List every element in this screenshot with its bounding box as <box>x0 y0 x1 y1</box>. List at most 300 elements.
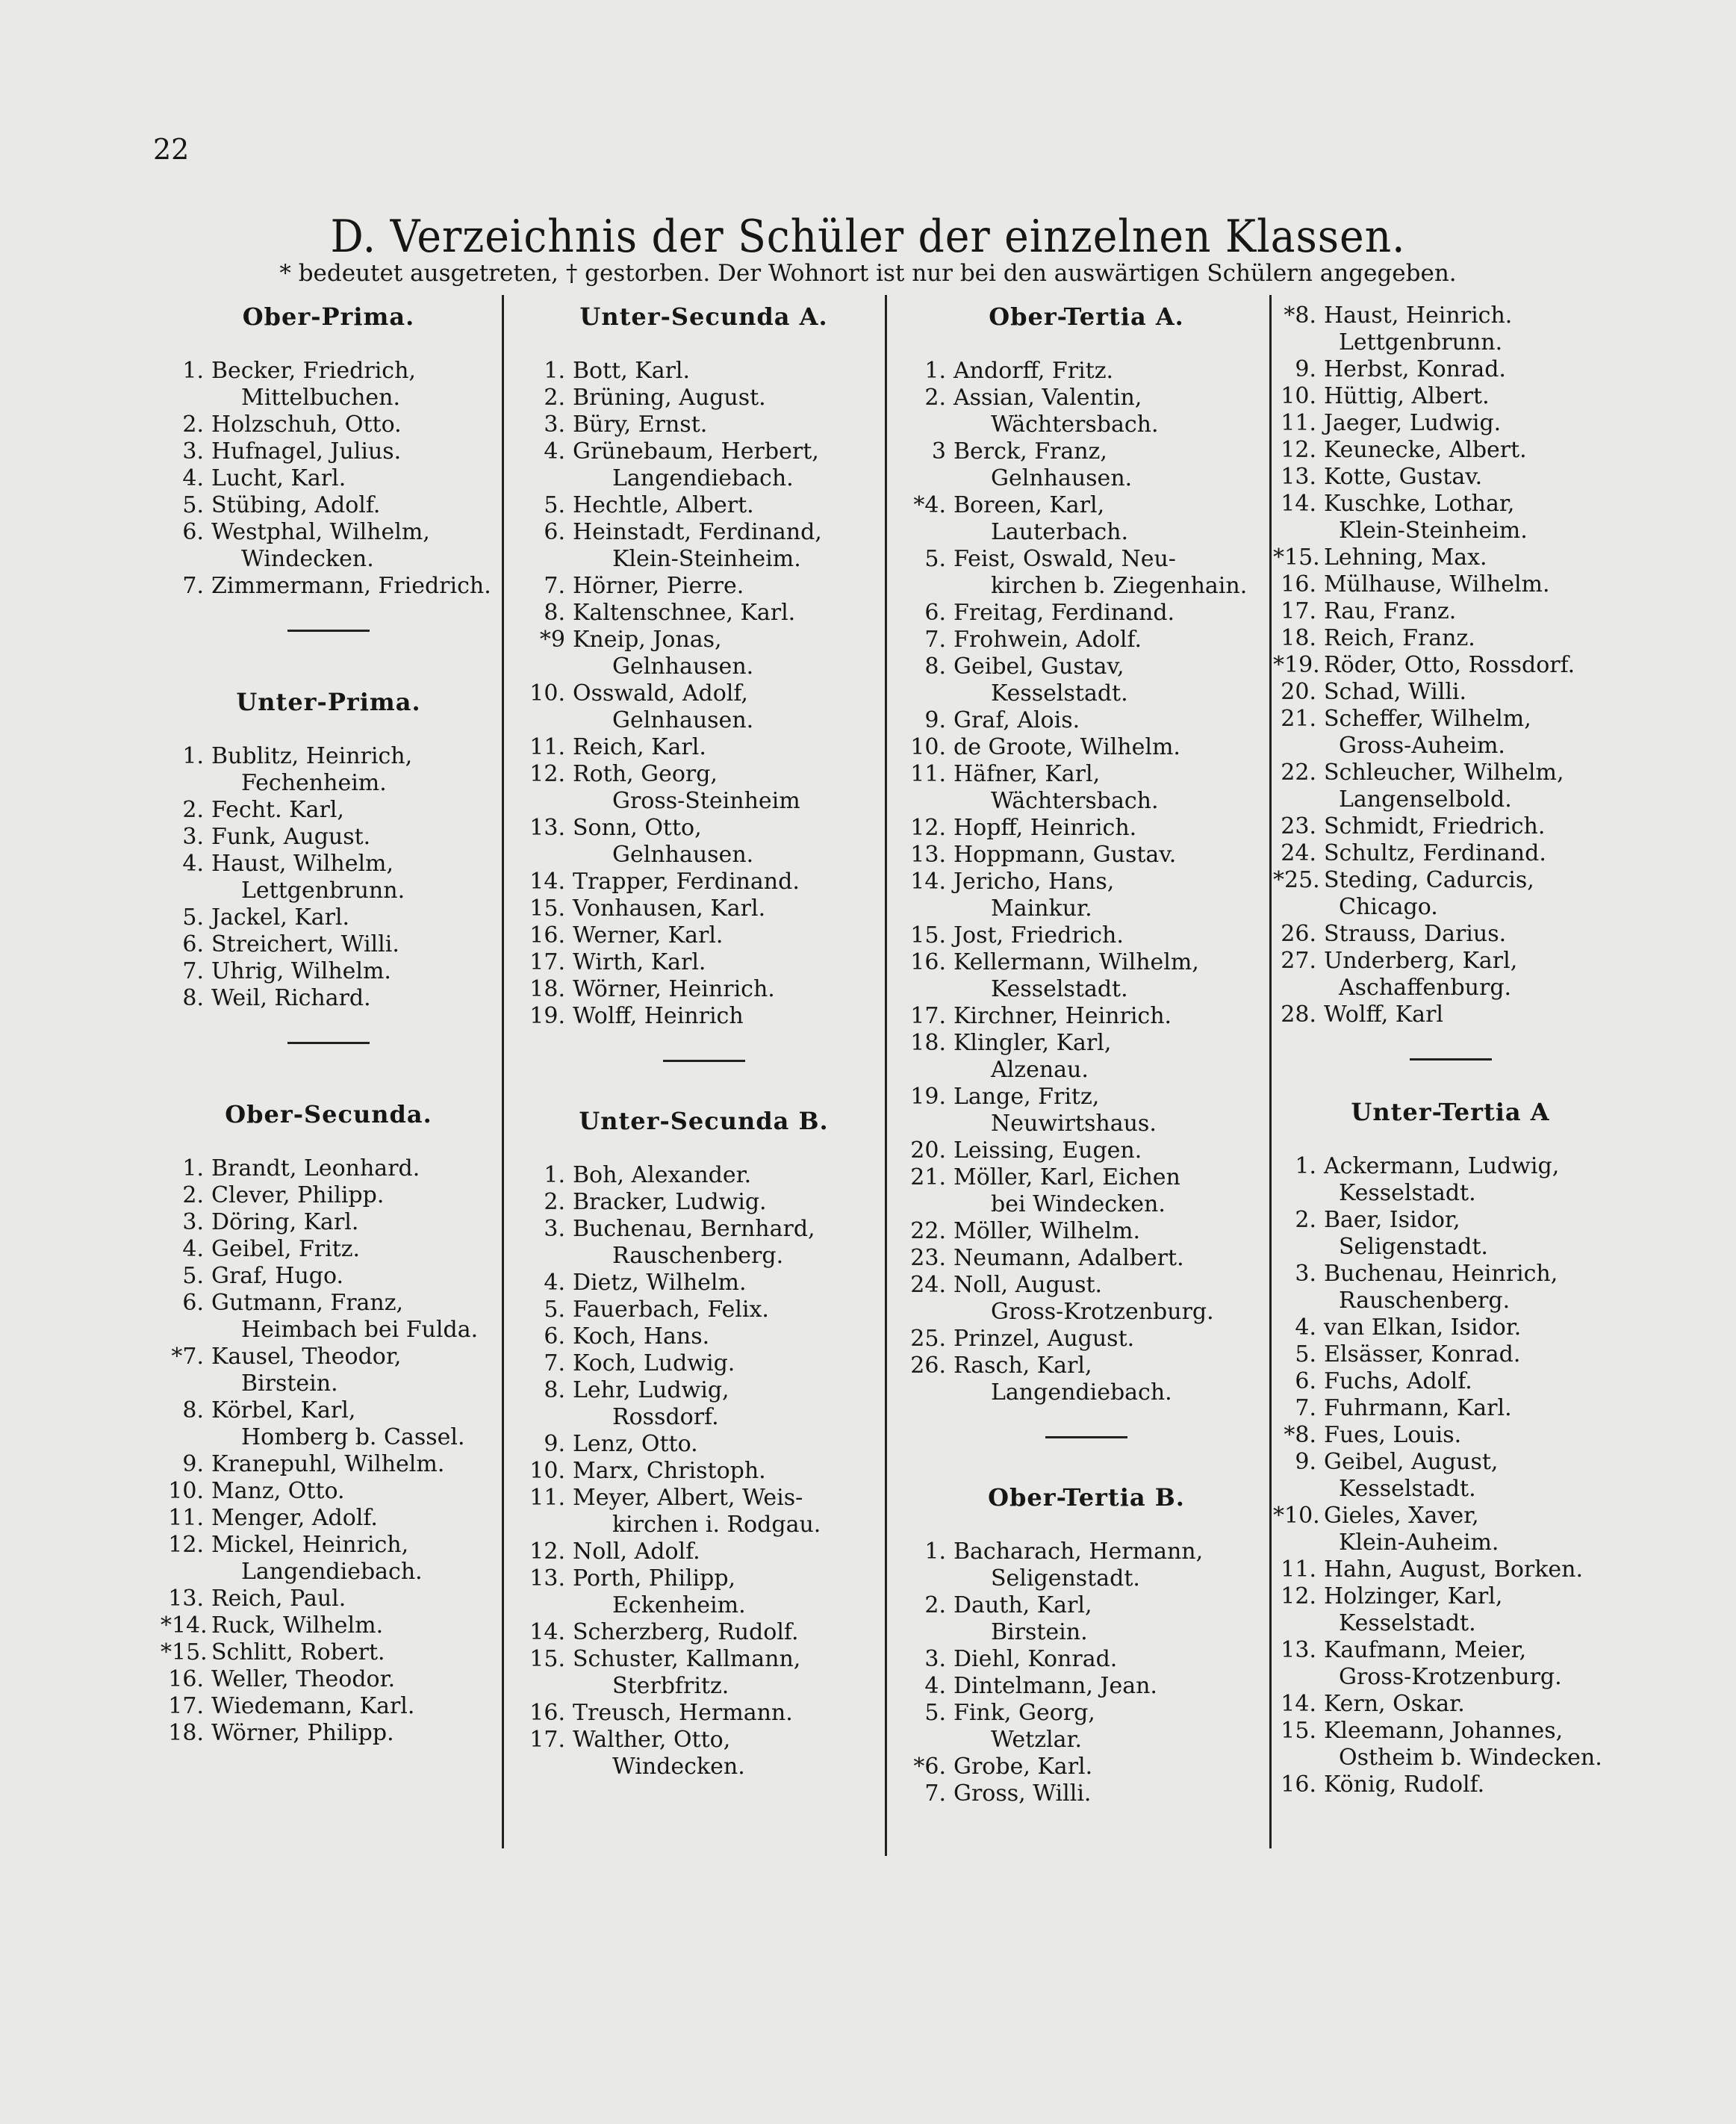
entry-number: 4. <box>182 465 204 491</box>
entry-number: 3. <box>544 1216 565 1242</box>
entry-number: 10. <box>168 1478 204 1504</box>
student-entry <box>907 1137 1266 1164</box>
class-section <box>1273 302 1628 1028</box>
student-name: Klingler, Karl, <box>953 1030 1112 1056</box>
entry-number: 7. <box>1295 1395 1316 1421</box>
student-entry <box>526 438 881 492</box>
entry-number: 20. <box>910 1137 946 1164</box>
section-title: Unter-Tertia A <box>1351 1098 1550 1126</box>
entry-number: 7. <box>544 1350 565 1376</box>
student-name: Kaltenschnee, Karl. <box>573 600 796 626</box>
student-name: Dintelmann, Jean. <box>953 1673 1157 1699</box>
student-name: Vonhausen, Karl. <box>573 895 766 922</box>
entry-number: 3. <box>182 438 204 465</box>
entry-number: 12. <box>910 815 946 841</box>
student-entry <box>1273 625 1628 652</box>
student-name: Haust, Heinrich. <box>1324 302 1513 329</box>
entry-number: 17. <box>168 1693 204 1719</box>
student-entry <box>161 904 497 931</box>
student-name: Rau, Franz. <box>1324 598 1457 624</box>
student-name: Schultz, Ferdinand. <box>1324 840 1546 866</box>
entry-number: 12. <box>1281 1583 1316 1609</box>
entry-number: 3. <box>544 412 565 438</box>
student-entry <box>161 1344 497 1397</box>
student-name: Wörner, Philipp. <box>211 1720 394 1746</box>
student-entry <box>526 1565 881 1619</box>
entry-number: 4. <box>182 851 204 877</box>
student-name: Walther, Otto, <box>573 1727 731 1753</box>
student-name: Schad, Willi. <box>1324 679 1467 705</box>
entry-number: 8. <box>182 985 204 1011</box>
entry-number: 13. <box>1281 464 1316 490</box>
student-name: Strauss, Darius. <box>1324 921 1507 947</box>
section-separator <box>287 1042 370 1044</box>
student-entry <box>526 1538 881 1565</box>
student-name: Möller, Wilhelm. <box>953 1218 1140 1244</box>
entry-number: 2. <box>182 797 204 823</box>
student-name: Bacharach, Hermann, <box>953 1538 1204 1565</box>
student-entry <box>161 1666 497 1693</box>
column-divider <box>885 295 887 1856</box>
entry-number: 15. <box>1281 1718 1316 1744</box>
student-name: Dauth, Karl, <box>953 1592 1092 1618</box>
entry-number: 2. <box>182 412 204 438</box>
student-name: Zimmermann, Friedrich. <box>211 573 491 599</box>
student-residence: Wächtersbach. <box>991 412 1159 438</box>
entry-number: 6. <box>1295 1368 1316 1394</box>
student-name: Graf, Alois. <box>953 707 1080 733</box>
student-name: Jackel, Karl. <box>211 904 350 931</box>
entry-number: 10. <box>910 734 946 760</box>
entry-number: 11. <box>1281 1556 1316 1583</box>
entry-number: 16. <box>529 922 565 948</box>
entry-number: 18. <box>1281 625 1316 651</box>
student-name: Boreen, Karl, <box>953 492 1105 518</box>
entry-number: 23. <box>1281 813 1316 839</box>
student-list <box>1273 1153 1628 1798</box>
student-residence: Fechenheim. <box>241 770 387 796</box>
student-name: Kotte, Gustav. <box>1324 464 1483 490</box>
student-name: Lange, Fritz, <box>953 1084 1100 1110</box>
student-entry <box>1273 1556 1628 1583</box>
student-entry <box>907 1164 1266 1218</box>
student-entry <box>1273 1261 1628 1314</box>
student-entry <box>1273 544 1628 571</box>
entry-number: 5. <box>182 492 204 518</box>
entry-number: 17. <box>910 1003 946 1029</box>
section-title: Unter-Prima. <box>236 688 421 716</box>
entry-number: 26. <box>910 1353 946 1379</box>
entry-number: 22. <box>1281 760 1316 786</box>
student-residence: Langendiebach. <box>241 1559 423 1585</box>
student-entry <box>907 627 1266 653</box>
student-name: Meyer, Albert, Weis- <box>573 1485 803 1511</box>
entry-number: 3. <box>182 1209 204 1235</box>
student-entry <box>1273 302 1628 356</box>
student-list <box>526 1162 881 1780</box>
student-residence: Aschaffenburg. <box>1339 975 1512 1001</box>
student-entry <box>907 358 1266 385</box>
student-entry <box>526 734 881 761</box>
entry-number: 4. <box>544 438 565 465</box>
student-residence: Chicago. <box>1339 894 1438 920</box>
entry-number: 16. <box>910 949 946 975</box>
entry-number: 5. <box>182 1263 204 1289</box>
student-entry <box>907 1326 1266 1353</box>
student-name: Hörner, Pierre. <box>573 573 744 599</box>
entry-number: 19. <box>529 1003 565 1029</box>
student-residence: Langendiebach. <box>991 1379 1172 1406</box>
student-name: Noll, August. <box>953 1272 1103 1298</box>
student-name: Kern, Oskar. <box>1324 1691 1465 1717</box>
entry-number: *8. <box>1284 302 1316 329</box>
entry-number: *9 <box>539 627 565 653</box>
student-name: Fauerbach, Felix. <box>573 1297 769 1323</box>
student-residence: Sterbfritz. <box>612 1673 729 1699</box>
entry-number: 10. <box>529 1458 565 1484</box>
student-entry <box>1273 356 1628 383</box>
student-name: Streichert, Willi. <box>211 931 399 957</box>
student-entry <box>1273 437 1628 464</box>
student-entry <box>907 815 1266 842</box>
student-entry <box>526 1619 881 1646</box>
student-entry <box>161 1451 497 1478</box>
student-entry <box>1273 813 1628 840</box>
student-name: König, Rudolf. <box>1324 1771 1485 1798</box>
student-list <box>161 358 497 600</box>
entry-number: 14. <box>1281 1691 1316 1717</box>
student-name: Mülhause, Wilhelm. <box>1324 571 1550 597</box>
student-residence: Kesselstadt. <box>1339 1180 1476 1206</box>
student-name: Funk, August. <box>211 824 371 850</box>
student-entry <box>907 653 1266 707</box>
student-entry <box>526 922 881 949</box>
student-entry <box>161 1155 497 1182</box>
student-name: Hüttig, Albert. <box>1324 383 1490 409</box>
student-name: Scheffer, Wilhelm, <box>1324 706 1531 732</box>
entry-number: 2. <box>182 1182 204 1208</box>
student-name: Fink, Georg, <box>953 1700 1095 1726</box>
student-name: Weil, Richard. <box>211 985 371 1011</box>
entry-number: 12. <box>168 1532 204 1558</box>
student-entry <box>526 1350 881 1377</box>
student-name: Hufnagel, Julius. <box>211 438 402 465</box>
student-residence: kirchen b. Ziegenhain. <box>991 573 1248 599</box>
entry-number: 12. <box>1281 437 1316 463</box>
student-residence: Birstein. <box>991 1619 1088 1645</box>
entry-number: 11. <box>529 734 565 760</box>
student-entry <box>526 492 881 519</box>
student-name: Lehr, Ludwig, <box>573 1377 729 1403</box>
student-entry <box>907 1592 1266 1646</box>
student-entry <box>526 815 881 869</box>
student-residence: Gelnhausen. <box>991 465 1133 491</box>
section-title: Unter-Secunda B. <box>579 1107 829 1135</box>
student-entry <box>907 1538 1266 1592</box>
student-residence: Gelnhausen. <box>612 653 754 680</box>
entry-number: 21. <box>910 1164 946 1190</box>
student-entry <box>526 949 881 976</box>
student-name: Graf, Hugo. <box>211 1263 344 1289</box>
student-name: Wörner, Heinrich. <box>573 976 775 1002</box>
student-name: Wiedemann, Karl. <box>211 1693 415 1719</box>
student-entry <box>526 627 881 680</box>
entry-number: 17. <box>529 949 565 975</box>
student-name: van Elkan, Isidor. <box>1324 1314 1522 1341</box>
student-residence: bei Windecken. <box>991 1191 1166 1217</box>
student-entry <box>161 412 497 438</box>
student-name: Bott, Karl. <box>573 358 691 384</box>
student-entry <box>526 519 881 573</box>
student-residence: Kesselstadt. <box>1339 1610 1476 1636</box>
student-name: Gutmann, Franz, <box>211 1290 404 1316</box>
student-name: Kaufmann, Meier, <box>1324 1637 1527 1663</box>
student-residence: Gross-Krotzenburg. <box>1339 1664 1562 1690</box>
student-entry <box>161 573 497 600</box>
student-name: Dietz, Wilhelm. <box>573 1270 747 1296</box>
section-title: Ober-Tertia A. <box>989 302 1184 331</box>
student-list <box>161 1155 497 1747</box>
student-name: Hoppmann, Gustav. <box>953 842 1177 868</box>
entry-number: 24. <box>1281 840 1316 866</box>
section-separator <box>287 630 370 632</box>
entry-number: 6. <box>544 1323 565 1350</box>
entry-number: 28. <box>1281 1002 1316 1028</box>
entry-number: 7. <box>182 958 204 984</box>
entry-number: 1. <box>182 1155 204 1181</box>
page-number: 22 <box>153 133 190 166</box>
student-name: Uhrig, Wilhelm. <box>211 958 391 984</box>
student-entry <box>1273 1368 1628 1395</box>
entry-number: *14. <box>161 1612 208 1639</box>
student-entry <box>907 869 1266 922</box>
student-entry <box>526 761 881 815</box>
student-name: Reich, Paul. <box>211 1586 346 1612</box>
student-name: Kirchner, Heinrich. <box>953 1003 1172 1029</box>
student-name: Keunecke, Albert. <box>1324 437 1527 463</box>
student-entry <box>526 600 881 627</box>
student-name: Büry, Ernst. <box>573 412 708 438</box>
class-section <box>1273 1058 1628 1798</box>
student-name: Porth, Philipp, <box>573 1565 736 1592</box>
student-name: Lucht, Karl. <box>211 465 346 491</box>
entry-number: 9. <box>544 1431 565 1457</box>
student-residence: Alzenau. <box>991 1057 1089 1083</box>
student-name: Grünebaum, Herbert, <box>573 438 819 465</box>
entry-number: 3. <box>924 1646 946 1672</box>
student-entry <box>161 1586 497 1612</box>
student-name: Herbst, Konrad. <box>1324 356 1506 382</box>
student-name: Holzschuh, Otto. <box>211 412 402 438</box>
student-list <box>1273 302 1628 1028</box>
student-name: Treusch, Hermann. <box>573 1700 793 1726</box>
entry-number: *7. <box>171 1344 204 1370</box>
student-residence: Seligenstadt. <box>991 1565 1140 1592</box>
student-entry <box>1273 1637 1628 1691</box>
student-list <box>161 743 497 1012</box>
student-entry <box>526 1458 881 1485</box>
student-entry <box>1273 867 1628 921</box>
student-entry <box>1273 921 1628 948</box>
student-entry <box>1273 948 1628 1002</box>
student-entry <box>161 1505 497 1532</box>
student-entry <box>161 824 497 851</box>
student-entry <box>1273 840 1628 867</box>
student-entry <box>526 1727 881 1780</box>
student-name: Hopff, Heinrich. <box>953 815 1137 841</box>
entry-number: 14. <box>910 869 946 895</box>
student-name: Kneip, Jonas, <box>573 627 722 653</box>
student-name: Röder, Otto, Rossdorf. <box>1324 652 1575 678</box>
class-section <box>161 630 497 1012</box>
student-entry <box>907 707 1266 734</box>
student-entry <box>907 385 1266 438</box>
student-name: Prinzel, August. <box>953 1326 1135 1352</box>
student-entry <box>161 743 497 797</box>
column-4 <box>1273 302 1628 1798</box>
student-name: Underberg, Karl, <box>1324 948 1518 974</box>
student-entry <box>907 1780 1266 1807</box>
student-entry <box>907 1673 1266 1700</box>
student-entry <box>1273 1771 1628 1798</box>
entry-number: 11. <box>529 1485 565 1511</box>
entry-number: 14. <box>529 1619 565 1645</box>
entry-number: 18. <box>168 1720 204 1746</box>
student-entry <box>907 1272 1266 1326</box>
student-name: Reich, Franz. <box>1324 625 1475 651</box>
student-entry <box>161 1182 497 1209</box>
student-residence: Neuwirtshaus. <box>991 1111 1157 1137</box>
entry-number: 23. <box>910 1245 946 1271</box>
entry-number: 8. <box>544 600 565 626</box>
student-residence: Seligenstadt. <box>1339 1234 1488 1260</box>
student-name: Noll, Adolf. <box>573 1538 700 1565</box>
entry-number: 3. <box>1295 1261 1316 1287</box>
student-name: Mickel, Heinrich, <box>211 1532 409 1558</box>
student-entry <box>1273 491 1628 544</box>
student-entry <box>1273 1583 1628 1637</box>
student-residence: Gross-Steinheim <box>612 788 800 814</box>
entry-number: 7. <box>182 573 204 599</box>
entry-number: 5. <box>544 1297 565 1323</box>
student-entry <box>907 1245 1266 1272</box>
page-title: D. Verzeichnis der Schüler der einzelnen Klassen. <box>330 211 1406 263</box>
student-entry <box>526 412 881 438</box>
student-name: Freitag, Ferdinand. <box>953 600 1175 626</box>
student-name: Wirth, Karl. <box>573 949 706 975</box>
student-entry <box>161 465 497 492</box>
student-residence: Langenselbold. <box>1339 786 1512 813</box>
entry-number: 17. <box>529 1727 565 1753</box>
section-separator <box>1410 1058 1492 1061</box>
student-residence: Lauterbach. <box>991 519 1129 545</box>
student-residence: Lettgenbrunn. <box>1339 329 1503 355</box>
student-residence: Gelnhausen. <box>612 842 754 868</box>
student-entry <box>526 1297 881 1323</box>
student-name: Sonn, Otto, <box>573 815 702 841</box>
student-name: Jaeger, Ludwig. <box>1324 410 1502 436</box>
student-name: Geibel, Gustav, <box>953 653 1124 680</box>
student-name: Clever, Philipp. <box>211 1182 385 1208</box>
entry-number: 1. <box>924 358 946 384</box>
entry-number: 9. <box>924 707 946 733</box>
student-entry <box>907 734 1266 761</box>
student-entry <box>526 1431 881 1458</box>
student-residence: Birstein. <box>241 1370 338 1397</box>
student-entry <box>161 1236 497 1263</box>
student-entry <box>1273 383 1628 410</box>
student-name: Kleemann, Johannes, <box>1324 1718 1564 1744</box>
entry-number: 15. <box>529 1646 565 1672</box>
student-residence: Windecken. <box>612 1754 745 1780</box>
entry-number: *15. <box>161 1639 208 1665</box>
entry-number: 16. <box>1281 1771 1316 1798</box>
student-name: Kausel, Theodor, <box>211 1344 402 1370</box>
student-entry <box>1273 760 1628 813</box>
entry-number: 21. <box>1281 706 1316 732</box>
section-title: Ober-Secunda. <box>225 1100 432 1128</box>
entry-number: 5. <box>182 904 204 931</box>
student-name: Baer, Isidor, <box>1324 1207 1460 1233</box>
entry-number: 25. <box>910 1326 946 1352</box>
student-entry <box>161 851 497 904</box>
student-entry <box>161 1612 497 1639</box>
student-list <box>907 1538 1266 1807</box>
student-name: Jost, Friedrich. <box>953 922 1124 948</box>
student-residence: Klein-Steinheim. <box>1339 518 1528 544</box>
student-name: Hahn, August, Borken. <box>1324 1556 1584 1583</box>
student-entry <box>907 600 1266 627</box>
entry-number: 18. <box>529 976 565 1002</box>
entry-number: 19. <box>910 1084 946 1110</box>
student-entry <box>907 546 1266 600</box>
entry-number: *19. <box>1273 652 1320 678</box>
entry-number: 7. <box>924 627 946 653</box>
entry-number: 1. <box>1295 1153 1316 1179</box>
student-entry <box>526 1216 881 1270</box>
student-name: Ruck, Wilhelm. <box>211 1612 384 1639</box>
student-name: Wolff, Karl <box>1324 1002 1444 1028</box>
student-entry <box>161 1532 497 1586</box>
student-list <box>907 358 1266 1406</box>
student-name: Gieles, Xaver, <box>1324 1503 1479 1529</box>
section-title: Unter-Secunda A. <box>579 302 828 331</box>
entry-number: 11. <box>910 761 946 787</box>
entry-number: 11. <box>1281 410 1316 436</box>
entry-number: 15. <box>910 922 946 948</box>
student-entry <box>161 1397 497 1451</box>
student-entry <box>907 1700 1266 1754</box>
student-residence: Gross-Auheim. <box>1339 733 1505 759</box>
student-entry <box>161 1263 497 1290</box>
student-name: Körbel, Karl, <box>211 1397 356 1423</box>
student-name: Bracker, Ludwig. <box>573 1189 767 1215</box>
entry-number: 4. <box>182 1236 204 1262</box>
student-name: Weller, Theodor. <box>211 1666 396 1692</box>
entry-number: 14. <box>529 869 565 895</box>
student-entry <box>161 1290 497 1344</box>
student-entry <box>526 1377 881 1431</box>
student-entry <box>907 1030 1266 1084</box>
student-entry <box>161 958 497 985</box>
student-entry <box>161 438 497 465</box>
student-entry <box>161 519 497 573</box>
student-name: Buchenau, Bernhard, <box>573 1216 815 1242</box>
entry-number: 2. <box>924 1592 946 1618</box>
entry-number: 7. <box>924 1780 946 1807</box>
entry-number: 12. <box>529 761 565 787</box>
student-name: Lehning, Max. <box>1324 544 1487 571</box>
